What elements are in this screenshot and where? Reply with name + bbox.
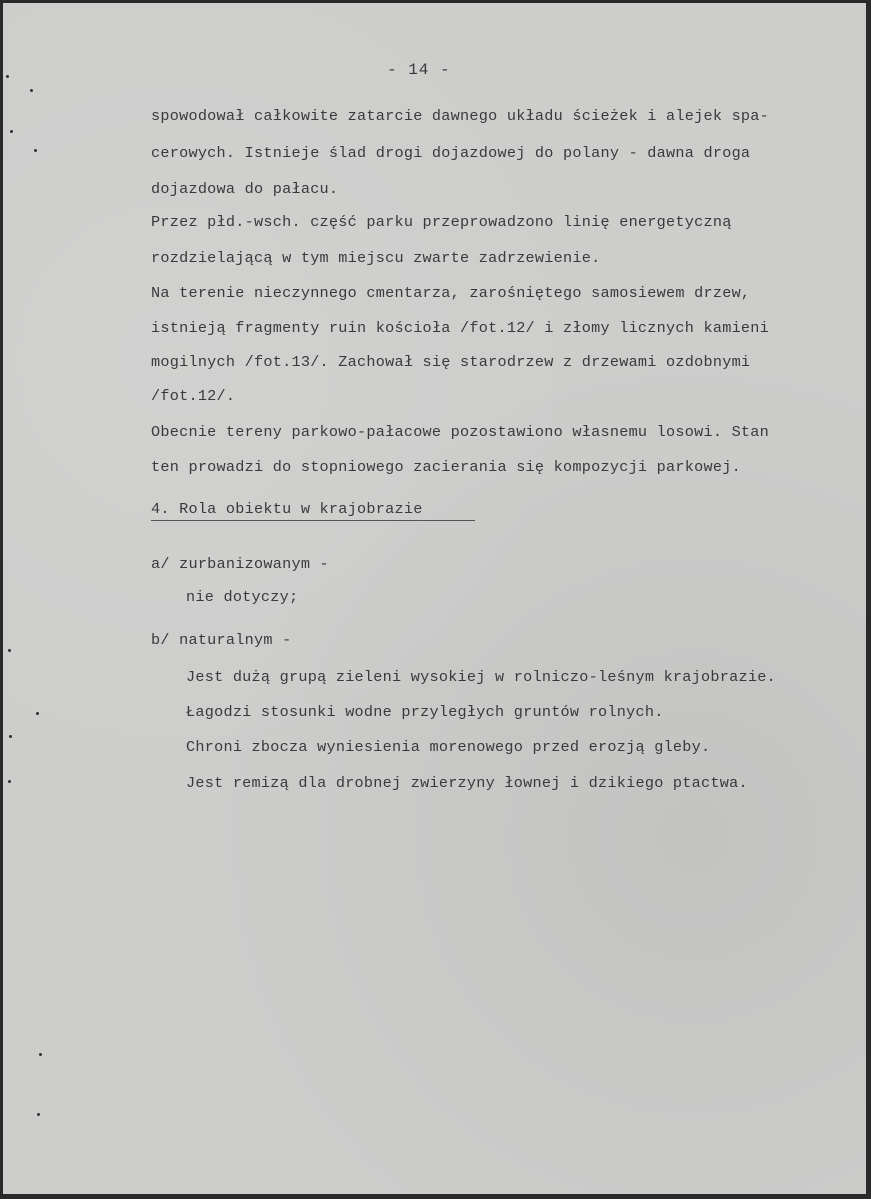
heading-underline [151,520,475,521]
margin-speck [34,149,37,152]
text-line: istnieją fragmenty ruin kościoła /fot.12/ i złomy licznych kamieni [151,319,770,337]
margin-speck [6,75,9,78]
item-b-line: Łagodzi stosunki wodne przyległych gruntów rolnych. [186,703,664,721]
margin-speck [8,649,11,652]
margin-speck [10,130,13,133]
margin-speck [9,735,12,738]
text-line: dojazdowa do pałacu. [151,180,339,198]
margin-speck [39,1053,42,1056]
margin-speck [8,780,11,783]
text-line: rozdzielającą w tym miejscu zwarte zadrzewienie. [151,249,601,267]
item-a-text: nie dotyczy; [186,588,299,606]
page-number: - 14 - [387,61,451,79]
document-page [3,3,866,1194]
section-heading: 4. Rola obiektu w krajobrazie [151,500,423,518]
item-b-line: Jest dużą grupą zieleni wysokiej w rolniczo-leśnym krajobrazie. [186,668,776,686]
text-line: cerowych. Istnieje ślad drogi dojazdowej do polany - dawna droga [151,144,751,162]
text-line: /fot.12/. [151,387,236,405]
text-line: Na terenie nieczynnego cmentarza, zarośniętego samosiewem drzew, [151,284,751,302]
text-line: mogilnych /fot.13/. Zachował się starodrzew z drzewami ozdobnymi [151,353,751,371]
text-line: Obecnie tereny parkowo-pałacowe pozostawiono własnemu losowi. Stan [151,423,770,441]
margin-speck [36,712,39,715]
item-b-line: Jest remizą dla drobnej zwierzyny łownej i dzikiego ptactwa. [186,774,748,792]
item-b-label: b/ naturalnym - [151,631,292,649]
margin-speck [30,89,33,92]
text-line: Przez płd.-wsch. część parku przeprowadzono linię energetyczną [151,213,732,231]
item-a-label: a/ zurbanizowanym - [151,555,329,573]
text-line: spowodował całkowite zatarcie dawnego układu ścieżek i alejek spa- [151,107,770,125]
margin-speck [37,1113,40,1116]
text-line: ten prowadzi do stopniowego zacierania się kompozycji parkowej. [151,458,741,476]
item-b-line: Chroni zbocza wyniesienia morenowego przed erozją gleby. [186,738,711,756]
